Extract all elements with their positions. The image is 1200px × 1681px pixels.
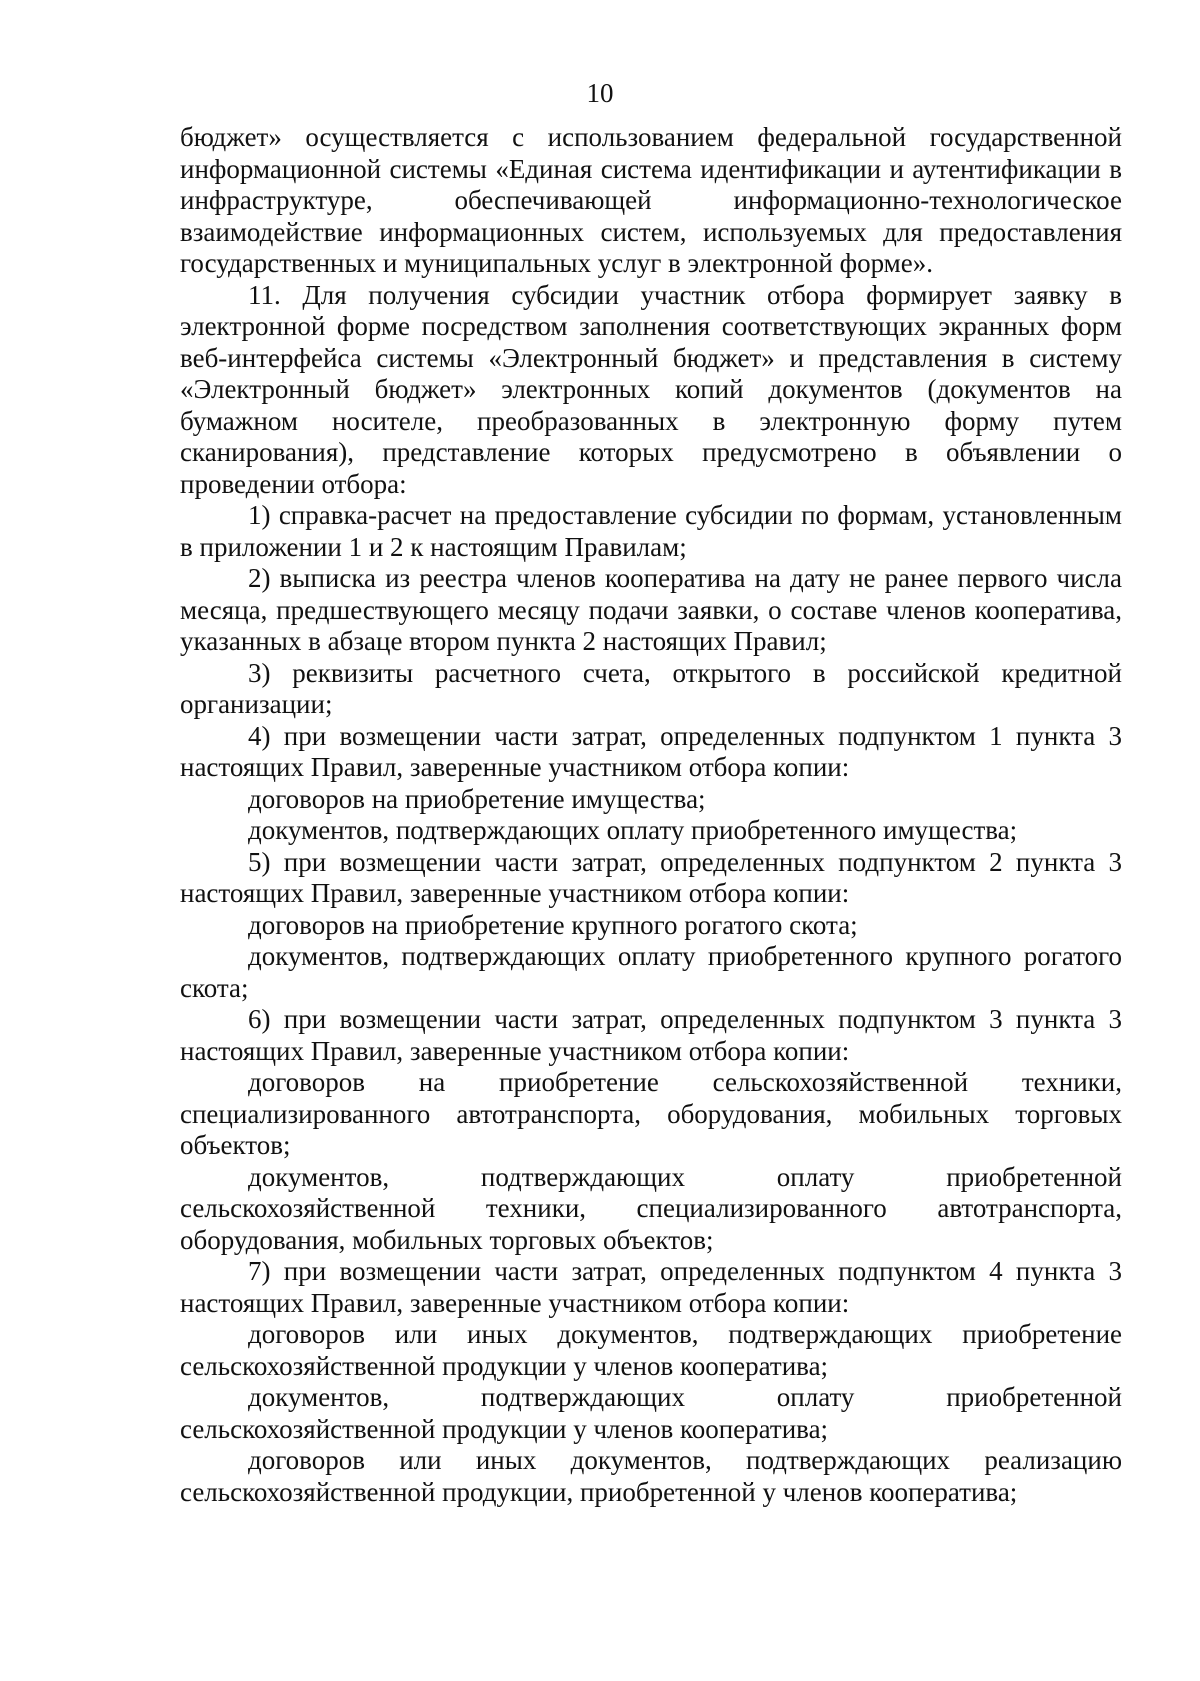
document-body: [180, 122, 1122, 1508]
paragraph-list-entry: договоров на приобретение крупного рогатого скота;: [248, 909, 858, 940]
paragraph-subitem-7: 7) при возмещении части затрат, определенных подпунктом 4 пункта 3 настоящих Правил, заверенные участником отбора копии:: [180, 1256, 1122, 1318]
paragraph-item-11: 11. Для получения субсидии участник отбора формирует заявку в электронной форме посредством заполнения соответствующих экранных форм веб-интерфейса системы «Электронный бюджет» и представления в систему «Электронный бюджет» электронных копий документов (документов на бумажном носителе, преобразованных в электронную форму путем сканирования), представление которых предусмотрено в объявлении о проведении отбора:: [180, 279, 1122, 499]
paragraph-list-entry: документов, подтверждающих оплату приобретенного крупного рогатого скота;: [180, 941, 1122, 1003]
page-number: 10: [586, 78, 614, 108]
paragraph-subitem-4: 4) при возмещении части затрат, определенных подпунктом 1 пункта 3 настоящих Правил, заверенные участником отбора копии:: [180, 720, 1122, 782]
paragraph-list-entry: документов, подтверждающих оплату приобретенной сельскохозяйственной продукции у членов кооператива;: [180, 1382, 1122, 1444]
paragraph-subitem-3: 3) реквизиты расчетного счета, открытого в российской кредитной организации;: [180, 657, 1122, 719]
paragraph-list-entry: документов, подтверждающих оплату приобретенной сельскохозяйственной техники, специализированного автотранспорта, оборудования, мобильных торговых объектов;: [180, 1161, 1122, 1255]
paragraph-list-entry: договоров на приобретение имущества;: [248, 783, 706, 814]
paragraph-list-entry: договоров или иных документов, подтверждающих реализацию сельскохозяйственной продукции, приобретенной у членов кооператива;: [180, 1445, 1122, 1507]
paragraph-subitem-6: 6) при возмещении части затрат, определенных подпунктом 3 пункта 3 настоящих Правил, заверенные участником отбора копии:: [180, 1004, 1122, 1066]
paragraph-subitem-2: 2) выписка из реестра членов кооператива на дату не ранее первого числа месяца, предшествующего месяцу подачи заявки, о составе членов кооператива, указанных в абзаце втором пункта 2 настоящих Правил;: [180, 563, 1122, 656]
paragraph-continuation: бюджет» осуществляется с использованием федеральной государственной информационной системы «Единая система идентификации и аутентификации в инфраструктуре, обеспечивающей информационно-технологическое взаимодействие информационных систем, используемых для предоставления государственных и муниципальных услуг в электронной форме».: [180, 122, 1122, 278]
paragraph-list-entry: документов, подтверждающих оплату приобретенного имущества;: [248, 815, 1018, 845]
paragraph-subitem-1: 1) справка-расчет на предоставление субсидии по формам, установленным в приложении 1 и 2 к настоящим Правилам;: [180, 500, 1122, 562]
paragraph-list-entry: договоров или иных документов, подтверждающих приобретение сельскохозяйственной продукции у членов кооператива;: [180, 1319, 1122, 1381]
paragraph-list-entry: договоров на приобретение сельскохозяйственной техники, специализированного автотранспорта, оборудования, мобильных торговых объектов;: [180, 1067, 1122, 1160]
paragraph-subitem-5: 5) при возмещении части затрат, определенных подпунктом 2 пункта 3 настоящих Правил, заверенные участником отбора копии:: [180, 846, 1122, 908]
